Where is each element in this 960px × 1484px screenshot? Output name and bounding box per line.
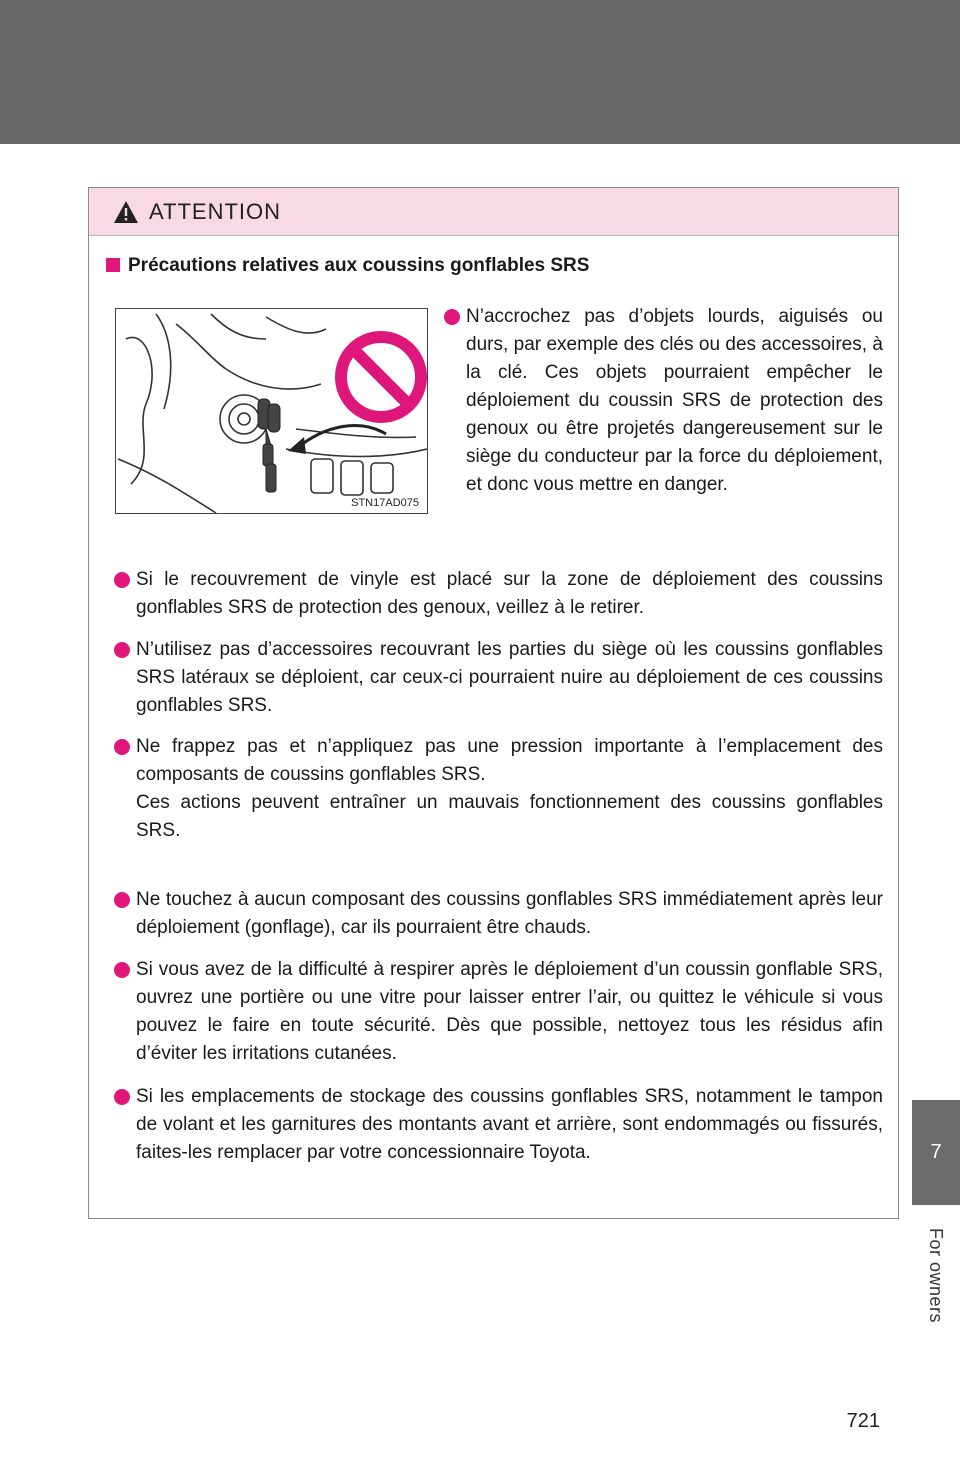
bullet-text: Si vous avez de la difficulté à respirer après le déploiement d’un coussin gonflable SRS, ouvrez une portière ou une vitre pour laisser entrer l’air, ou quittez le véhicule si vous pouvez le faire en toute sécurité. Dès que possible, nettoyez tous les résidus afin d’éviter les irritations cutanées.: [136, 959, 883, 1064]
list-item: [114, 636, 883, 720]
chapter-tab: [912, 1100, 960, 1205]
bullet-dot-icon: [114, 892, 130, 908]
top-header-band: [0, 0, 960, 144]
caution-title: ATTENTION: [149, 198, 282, 224]
list-item: [114, 886, 883, 942]
bullet-dot-icon: [114, 962, 130, 978]
bullet-text: Si le recouvrement de vinyle est placé sur la zone de déploiement des coussins gonflables SRS de protection des genoux, veillez à le retirer.: [136, 569, 883, 618]
list-item: [114, 566, 883, 622]
chapter-label-text: For owners: [926, 1227, 947, 1323]
figure-caption: STN17AD075: [351, 497, 419, 509]
list-item: [114, 956, 883, 1068]
bullet-dot-icon: [114, 1089, 130, 1105]
square-bullet-icon: [106, 258, 120, 272]
bullet-dot-icon: [444, 309, 460, 325]
section-title-text: Précautions relatives aux coussins gonflables SRS: [128, 255, 590, 276]
bullet-dot-icon: [114, 572, 130, 588]
caution-box: [88, 187, 899, 1219]
bullet-text: N’accrochez pas d’objets lourds, aiguisés ou durs, par exemple des clés ou des accessoires, à la clé. Ces objets pourraient empêcher le déploiement du coussin SRS de protection des genoux ou être projetés dangereusement sur le siège du conducteur par la force du déploiement, et donc vous mettre en danger.: [466, 306, 883, 495]
bullet-text-continued: Ces actions peuvent entraîner un mauvais fonctionnement des coussins gonflables SRS.: [136, 792, 883, 841]
chapter-label: [914, 1215, 958, 1335]
caution-header: [89, 188, 898, 236]
bullet-text: Si les emplacements de stockage des coussins gonflables SRS, notamment le tampon de volant et les garnitures des montants avant et arrière, sont endommagés ou fissurés, faites-les remplacer par votre concessionnaire Toyota.: [136, 1086, 883, 1163]
bullet-dot-icon: [114, 739, 130, 755]
bullet-text: Ne frappez pas et n’appliquez pas une pression importante à l’emplacement des composants de coussins gonflables SRS.: [136, 736, 883, 785]
bullet-text: N’utilisez pas d’accessoires recouvrant les parties du siège où les coussins gonflables SRS latéraux se déploient, car ceux-ci pourraient nuire au déploiement de ces coussins gonflables SRS.: [136, 639, 883, 716]
list-item: [444, 303, 883, 499]
page-number: 721: [846, 1410, 880, 1432]
list-item: [114, 1083, 883, 1167]
warning-triangle-icon: [113, 200, 139, 224]
prohibition-icon: [341, 337, 421, 417]
list-item: [114, 733, 883, 845]
bullet-text: Ne touchez à aucun composant des coussins gonflables SRS immédiatement après leur déploiement (gonflage), car ils pourraient être chauds.: [136, 889, 883, 938]
ignition-keys-illustration: [116, 309, 427, 513]
illustration-ignition-keys: [115, 308, 428, 514]
chapter-number: 7: [930, 1141, 942, 1163]
section-title: [106, 255, 589, 277]
bullet-dot-icon: [114, 642, 130, 658]
